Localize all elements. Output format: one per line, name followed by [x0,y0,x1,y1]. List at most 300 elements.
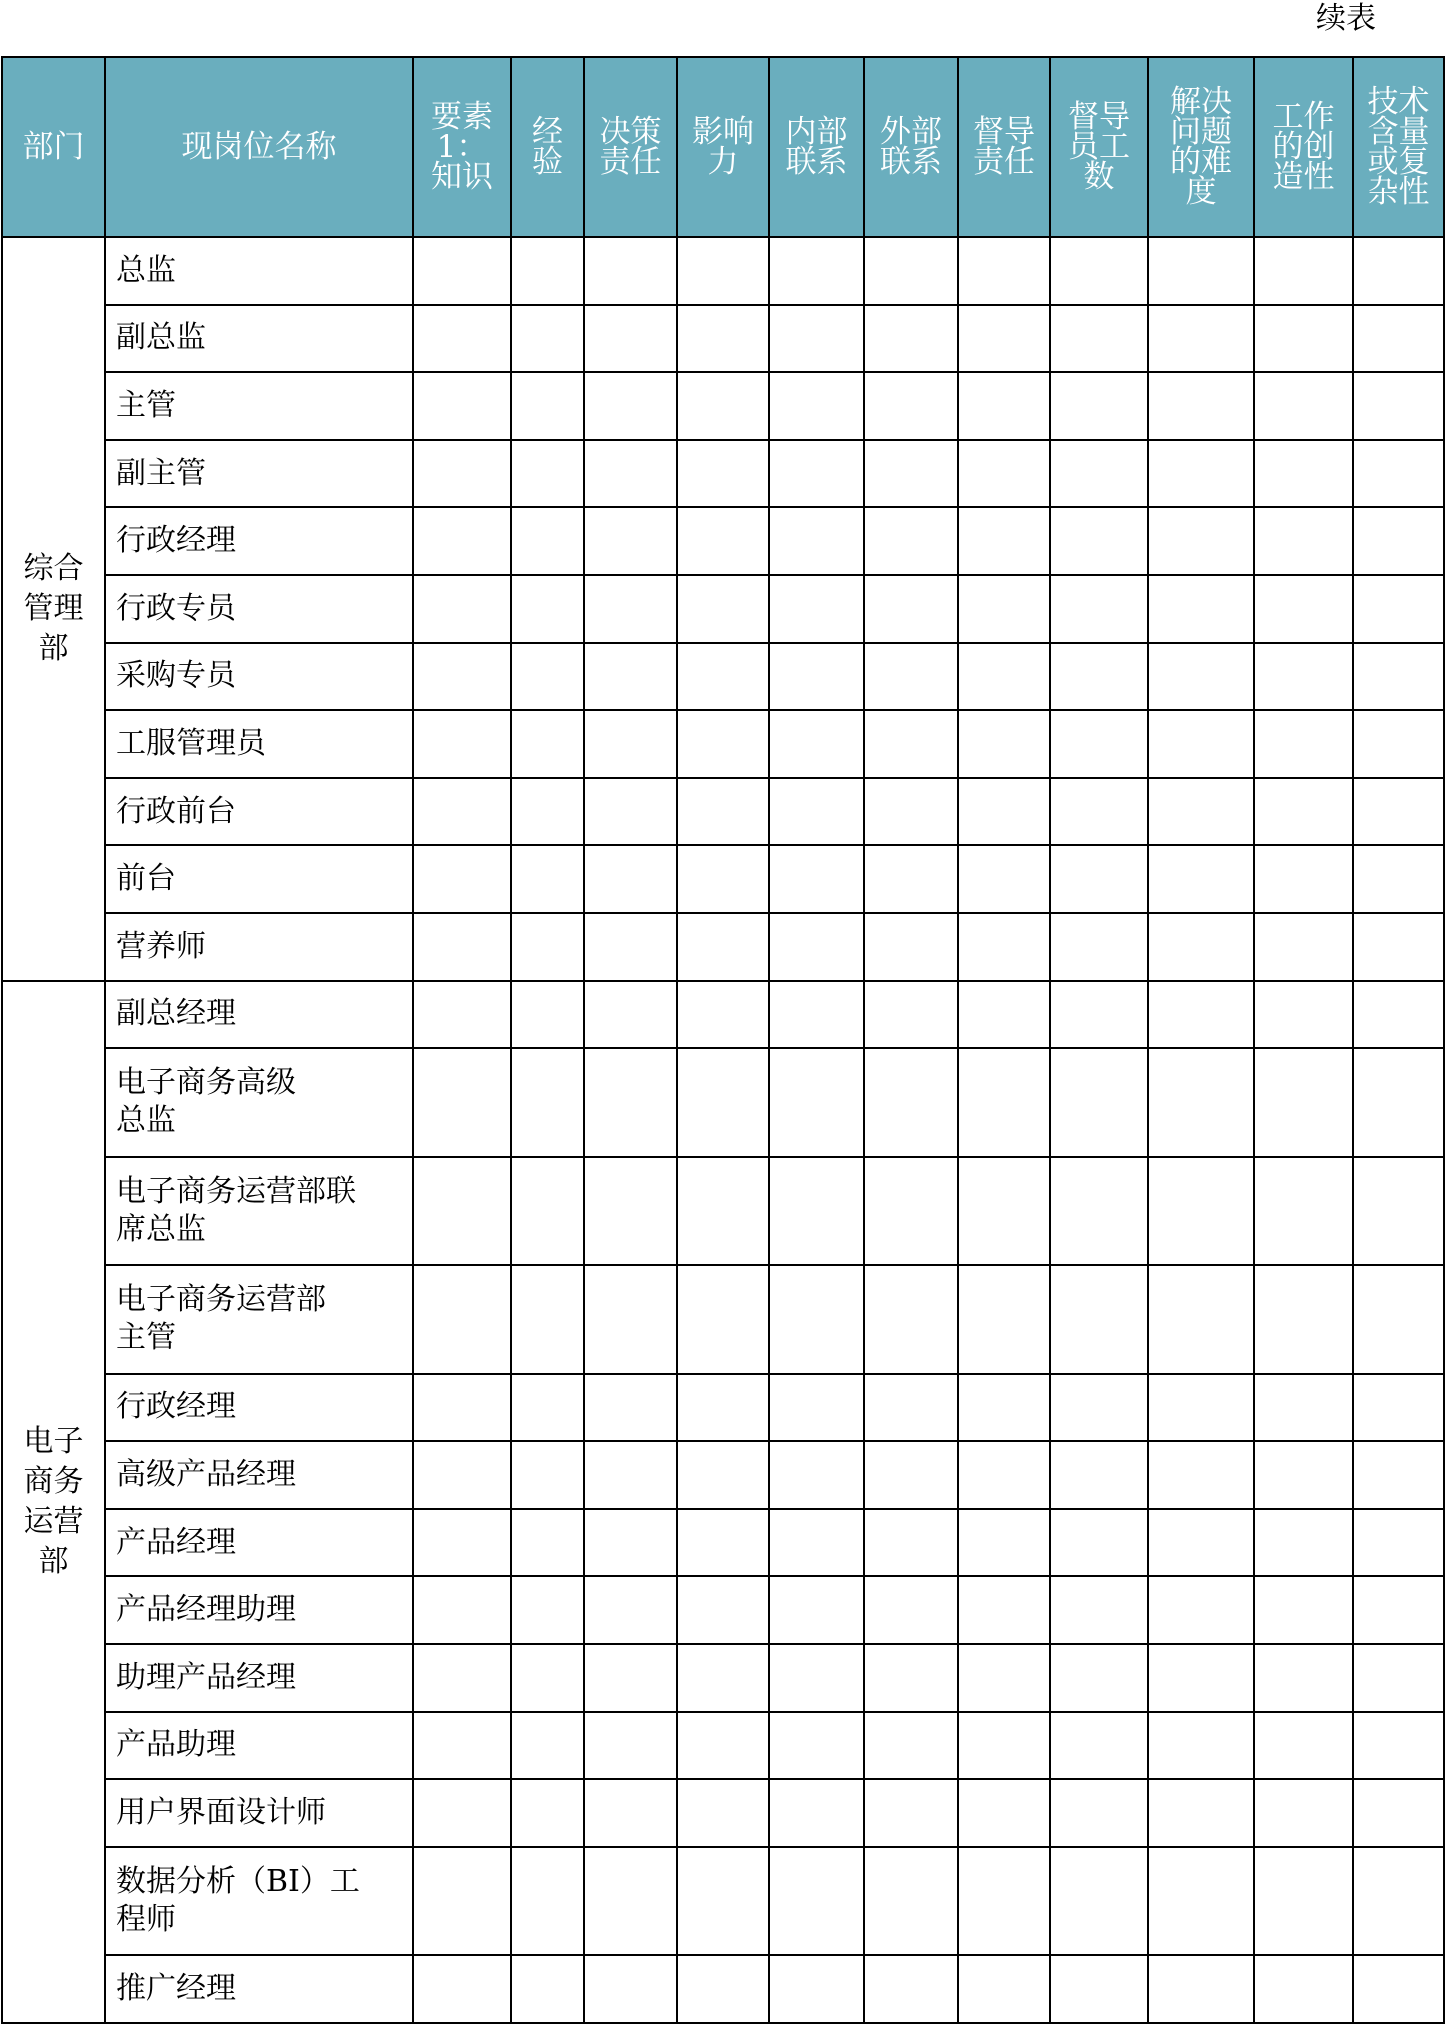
table-header [2,57,1444,237]
score-cell[interactable] [413,1441,511,1509]
score-cell[interactable] [413,1509,511,1577]
score-cell[interactable] [864,1712,958,1780]
score-cell[interactable] [584,845,677,913]
score-cell[interactable] [1353,1576,1444,1644]
score-cell[interactable] [1353,778,1444,846]
score-cell[interactable] [769,1779,864,1847]
score-cell[interactable] [1148,575,1254,643]
score-cell[interactable] [1254,1576,1353,1644]
score-cell[interactable] [413,1265,511,1374]
score-cell[interactable] [1050,1048,1148,1157]
score-cell[interactable] [584,1265,677,1374]
score-cell[interactable] [1050,237,1148,305]
score-cell[interactable] [1353,1644,1444,1712]
score-cell[interactable] [958,372,1050,440]
score-cell[interactable] [1148,1847,1254,1956]
score-cell[interactable] [1353,507,1444,575]
score-cell[interactable] [769,1576,864,1644]
score-cell[interactable] [413,1644,511,1712]
score-cell[interactable] [1148,305,1254,373]
score-cell[interactable] [1148,507,1254,575]
score-cell[interactable] [1353,305,1444,373]
position-name-cell: 电子商务运营部 主管 [105,1265,413,1374]
score-cell[interactable] [677,981,769,1049]
score-cell[interactable] [677,1374,769,1442]
score-cell[interactable] [413,643,511,711]
position-name-cell: 前台 [105,845,413,913]
score-cell[interactable] [1148,1509,1254,1577]
score-cell[interactable] [1353,1955,1444,2023]
score-cell[interactable] [1254,1712,1353,1780]
score-cell[interactable] [1254,778,1353,846]
table-row [2,305,1444,373]
score-cell[interactable] [584,710,677,778]
score-cell[interactable] [677,643,769,711]
score-cell[interactable] [1148,440,1254,508]
score-cell[interactable] [1353,643,1444,711]
column-header: 督导 员工 数 [1050,57,1148,237]
score-cell[interactable] [677,1847,769,1956]
score-cell[interactable] [864,1048,958,1157]
score-cell[interactable] [1148,710,1254,778]
score-cell[interactable] [413,575,511,643]
score-cell[interactable] [769,1048,864,1157]
score-cell[interactable] [677,1441,769,1509]
score-cell[interactable] [1050,1644,1148,1712]
score-cell[interactable] [511,440,584,508]
score-cell[interactable] [1254,507,1353,575]
score-cell[interactable] [769,440,864,508]
score-cell[interactable] [769,710,864,778]
score-cell[interactable] [958,237,1050,305]
score-cell[interactable] [1050,1955,1148,2023]
position-name-cell: 推广经理 [105,1955,413,2023]
score-cell[interactable] [1050,1157,1148,1266]
score-cell[interactable] [584,981,677,1049]
score-cell[interactable] [958,643,1050,711]
score-cell[interactable] [1050,1441,1148,1509]
score-cell[interactable] [677,710,769,778]
score-cell[interactable] [769,643,864,711]
score-cell[interactable] [584,575,677,643]
score-cell[interactable] [864,1847,958,1956]
score-cell[interactable] [864,1955,958,2023]
score-cell[interactable] [958,1441,1050,1509]
score-cell[interactable] [511,1441,584,1509]
score-cell[interactable] [584,643,677,711]
score-cell[interactable] [1353,1157,1444,1266]
score-cell[interactable] [1148,1955,1254,2023]
column-header: 影响 力 [677,57,769,237]
score-cell[interactable] [769,1644,864,1712]
score-cell[interactable] [864,1265,958,1374]
score-cell[interactable] [864,1441,958,1509]
score-cell[interactable] [1353,575,1444,643]
score-cell[interactable] [1050,1265,1148,1374]
score-cell[interactable] [1050,778,1148,846]
score-cell[interactable] [958,1644,1050,1712]
score-cell[interactable] [864,1157,958,1266]
score-cell[interactable] [1050,1847,1148,1956]
score-cell[interactable] [677,575,769,643]
score-cell[interactable] [958,1779,1050,1847]
score-cell[interactable] [584,305,677,373]
score-cell[interactable] [1050,710,1148,778]
score-cell[interactable] [1050,1576,1148,1644]
table-row [2,1509,1444,1577]
column-header: 督导 责任 [958,57,1050,237]
score-cell[interactable] [769,1509,864,1577]
score-cell[interactable] [864,913,958,981]
score-cell[interactable] [864,710,958,778]
score-cell[interactable] [1148,1779,1254,1847]
score-cell[interactable] [1353,1441,1444,1509]
position-name-cell: 副总监 [105,305,413,373]
score-cell[interactable] [958,981,1050,1049]
score-cell[interactable] [864,1779,958,1847]
score-cell[interactable] [864,1509,958,1577]
score-cell[interactable] [511,1712,584,1780]
score-cell[interactable] [1050,1779,1148,1847]
score-cell[interactable] [864,1374,958,1442]
score-cell[interactable] [958,778,1050,846]
score-cell[interactable] [958,1374,1050,1442]
score-cell[interactable] [584,1509,677,1577]
score-cell[interactable] [511,1955,584,2023]
score-cell[interactable] [1254,1374,1353,1442]
score-cell[interactable] [413,913,511,981]
score-cell[interactable] [769,1265,864,1374]
score-cell[interactable] [1254,440,1353,508]
table-row [2,1374,1444,1442]
score-cell[interactable] [1353,845,1444,913]
score-cell[interactable] [413,981,511,1049]
score-cell[interactable] [1254,845,1353,913]
score-cell[interactable] [511,237,584,305]
score-cell[interactable] [584,1441,677,1509]
score-cell[interactable] [511,1779,584,1847]
score-cell[interactable] [1254,643,1353,711]
score-cell[interactable] [864,237,958,305]
column-header: 要素 1： 知识 [413,57,511,237]
score-cell[interactable] [769,913,864,981]
score-cell[interactable] [1254,1048,1353,1157]
score-cell[interactable] [1254,710,1353,778]
score-cell[interactable] [958,1509,1050,1577]
score-cell[interactable] [958,1847,1050,1956]
score-cell[interactable] [1353,1779,1444,1847]
score-cell[interactable] [1254,1955,1353,2023]
score-cell[interactable] [864,981,958,1049]
score-cell[interactable] [769,1441,864,1509]
score-cell[interactable] [677,1265,769,1374]
score-cell[interactable] [511,1576,584,1644]
score-cell[interactable] [584,440,677,508]
score-cell[interactable] [864,1576,958,1644]
score-cell[interactable] [677,1157,769,1266]
score-cell[interactable] [1050,507,1148,575]
score-cell[interactable] [1254,1847,1353,1956]
position-name-cell: 行政经理 [105,1374,413,1442]
score-cell[interactable] [511,643,584,711]
score-cell[interactable] [511,372,584,440]
position-evaluation-table [1,56,1445,2024]
score-cell[interactable] [584,1157,677,1266]
score-cell[interactable] [677,237,769,305]
score-cell[interactable] [413,1157,511,1266]
table-row [2,372,1444,440]
score-cell[interactable] [584,1779,677,1847]
score-cell[interactable] [1254,1157,1353,1266]
score-cell[interactable] [1353,710,1444,778]
column-header: 内部 联系 [769,57,864,237]
table-row [2,1847,1444,1956]
score-cell[interactable] [1148,1644,1254,1712]
score-cell[interactable] [413,507,511,575]
score-cell[interactable] [1254,981,1353,1049]
table-row [2,643,1444,711]
score-cell[interactable] [511,1048,584,1157]
score-cell[interactable] [958,1048,1050,1157]
score-cell[interactable] [413,1576,511,1644]
position-name-cell: 采购专员 [105,643,413,711]
score-cell[interactable] [1148,237,1254,305]
score-cell[interactable] [958,507,1050,575]
score-cell[interactable] [677,372,769,440]
score-cell[interactable] [511,1374,584,1442]
score-cell[interactable] [677,1644,769,1712]
score-cell[interactable] [769,372,864,440]
score-cell[interactable] [958,1955,1050,2023]
score-cell[interactable] [958,575,1050,643]
score-cell[interactable] [413,1955,511,2023]
score-cell[interactable] [864,1644,958,1712]
score-cell[interactable] [511,305,584,373]
score-cell[interactable] [769,1847,864,1956]
score-cell[interactable] [511,913,584,981]
score-cell[interactable] [1254,1644,1353,1712]
score-cell[interactable] [1050,913,1148,981]
score-cell[interactable] [511,507,584,575]
score-cell[interactable] [1148,778,1254,846]
score-cell[interactable] [677,305,769,373]
score-cell[interactable] [1254,1265,1353,1374]
score-cell[interactable] [677,778,769,846]
table-row [2,913,1444,981]
score-cell[interactable] [584,1374,677,1442]
score-cell[interactable] [584,1048,677,1157]
position-name-cell: 电子商务运营部联 席总监 [105,1157,413,1266]
score-cell[interactable] [1254,372,1353,440]
score-cell[interactable] [584,507,677,575]
score-cell[interactable] [1148,372,1254,440]
column-header: 外部 联系 [864,57,958,237]
score-cell[interactable] [958,913,1050,981]
score-cell[interactable] [769,981,864,1049]
score-cell[interactable] [511,1265,584,1374]
score-cell[interactable] [1254,237,1353,305]
score-cell[interactable] [1050,1509,1148,1577]
score-cell[interactable] [584,372,677,440]
score-cell[interactable] [413,372,511,440]
score-cell[interactable] [1353,372,1444,440]
score-cell[interactable] [1254,1509,1353,1577]
score-cell[interactable] [1148,643,1254,711]
score-cell[interactable] [1148,845,1254,913]
score-cell[interactable] [1148,1265,1254,1374]
score-cell[interactable] [769,1374,864,1442]
score-cell[interactable] [413,778,511,846]
score-cell[interactable] [413,1374,511,1442]
score-cell[interactable] [677,1779,769,1847]
score-cell[interactable] [958,1265,1050,1374]
score-cell[interactable] [511,1644,584,1712]
score-cell[interactable] [413,237,511,305]
score-cell[interactable] [1050,643,1148,711]
score-cell[interactable] [1353,1712,1444,1780]
score-cell[interactable] [1353,1265,1444,1374]
score-cell[interactable] [511,845,584,913]
score-cell[interactable] [864,778,958,846]
score-cell[interactable] [584,1644,677,1712]
score-cell[interactable] [677,1955,769,2023]
score-cell[interactable] [1254,305,1353,373]
score-cell[interactable] [769,305,864,373]
score-cell[interactable] [584,913,677,981]
score-cell[interactable] [511,981,584,1049]
score-cell[interactable] [584,1847,677,1956]
score-cell[interactable] [584,1712,677,1780]
score-cell[interactable] [1050,1374,1148,1442]
column-header: 部门 [2,57,105,237]
score-cell[interactable] [584,237,677,305]
score-cell[interactable] [677,507,769,575]
score-cell[interactable] [769,507,864,575]
score-cell[interactable] [1050,1712,1148,1780]
table-row [2,237,1444,305]
score-cell[interactable] [511,1509,584,1577]
score-cell[interactable] [511,778,584,846]
score-cell[interactable] [413,1847,511,1956]
score-cell[interactable] [1254,1441,1353,1509]
score-cell[interactable] [1148,1441,1254,1509]
score-cell[interactable] [511,710,584,778]
score-cell[interactable] [677,845,769,913]
score-cell[interactable] [677,1712,769,1780]
score-cell[interactable] [1148,1712,1254,1780]
position-name-cell: 副总经理 [105,981,413,1049]
score-cell[interactable] [1050,305,1148,373]
position-name-cell: 助理产品经理 [105,1644,413,1712]
caption-text: 续表 [1316,1,1376,36]
score-cell[interactable] [511,1157,584,1266]
score-cell[interactable] [958,1157,1050,1266]
score-cell[interactable] [413,440,511,508]
score-cell[interactable] [511,575,584,643]
score-cell[interactable] [1353,440,1444,508]
score-cell[interactable] [864,305,958,373]
score-cell[interactable] [864,845,958,913]
score-cell[interactable] [769,1712,864,1780]
score-cell[interactable] [958,1576,1050,1644]
score-cell[interactable] [413,1779,511,1847]
score-cell[interactable] [769,845,864,913]
score-cell[interactable] [769,237,864,305]
position-name-cell: 产品经理 [105,1509,413,1577]
table-row [2,1157,1444,1266]
score-cell[interactable] [1050,372,1148,440]
score-cell[interactable] [864,575,958,643]
score-cell[interactable] [1353,1374,1444,1442]
score-cell[interactable] [1254,575,1353,643]
table-row [2,1644,1444,1712]
score-cell[interactable] [1353,237,1444,305]
score-cell[interactable] [958,305,1050,373]
score-cell[interactable] [1353,1048,1444,1157]
score-cell[interactable] [413,710,511,778]
score-cell[interactable] [1050,845,1148,913]
score-cell[interactable] [413,305,511,373]
score-cell[interactable] [1254,1779,1353,1847]
score-cell[interactable] [1148,1048,1254,1157]
score-cell[interactable] [1254,913,1353,981]
score-cell[interactable] [1148,1157,1254,1266]
score-cell[interactable] [413,1048,511,1157]
table-row [2,1265,1444,1374]
score-cell[interactable] [1148,913,1254,981]
column-header: 工作 的创 造性 [1254,57,1353,237]
score-cell[interactable] [1353,1509,1444,1577]
position-name-cell: 行政前台 [105,778,413,846]
score-cell[interactable] [1148,981,1254,1049]
table-row [2,710,1444,778]
score-cell[interactable] [769,778,864,846]
score-cell[interactable] [413,1712,511,1780]
score-cell[interactable] [1353,1847,1444,1956]
position-name-cell: 总监 [105,237,413,305]
score-cell[interactable] [864,440,958,508]
score-cell[interactable] [1148,1576,1254,1644]
score-cell[interactable] [584,1955,677,2023]
score-cell[interactable] [677,913,769,981]
score-cell[interactable] [864,643,958,711]
score-cell[interactable] [769,575,864,643]
score-cell[interactable] [1353,913,1444,981]
score-cell[interactable] [864,372,958,440]
score-cell[interactable] [1148,1374,1254,1442]
score-cell[interactable] [1050,440,1148,508]
score-cell[interactable] [1050,575,1148,643]
score-cell[interactable] [958,440,1050,508]
score-cell[interactable] [1050,981,1148,1049]
score-cell[interactable] [677,440,769,508]
score-cell[interactable] [677,1509,769,1577]
score-cell[interactable] [584,778,677,846]
score-cell[interactable] [769,1157,864,1266]
score-cell[interactable] [677,1048,769,1157]
score-cell[interactable] [958,845,1050,913]
score-cell[interactable] [413,845,511,913]
score-cell[interactable] [1353,981,1444,1049]
table-body [2,237,1444,2023]
score-cell[interactable] [958,710,1050,778]
score-cell[interactable] [584,1576,677,1644]
score-cell[interactable] [677,1576,769,1644]
score-cell[interactable] [511,1847,584,1956]
score-cell[interactable] [864,507,958,575]
score-cell[interactable] [769,1955,864,2023]
score-cell[interactable] [958,1712,1050,1780]
